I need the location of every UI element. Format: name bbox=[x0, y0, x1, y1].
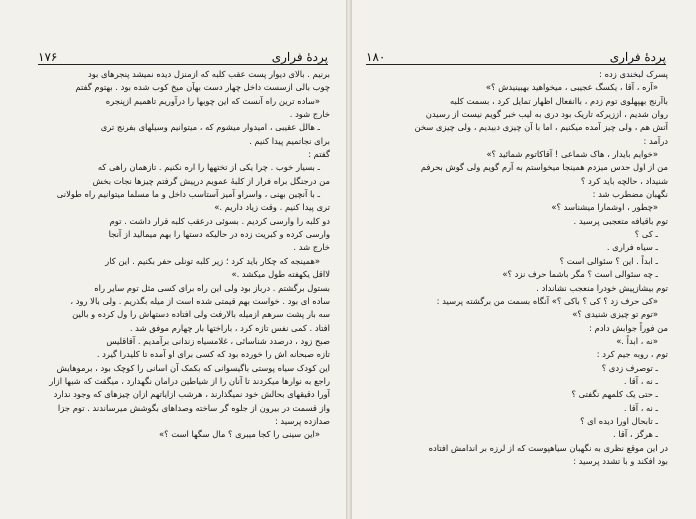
text-line: توم ، روبه جیم کرد : bbox=[596, 349, 668, 360]
text-line: تری پیدا کنیم . وقت زیاد داریم .» bbox=[214, 202, 330, 213]
left-page-body bbox=[36, 68, 330, 442]
text-line: صبح زود ، درصدد شناسائی ، غلامسیاه زندانی برآمدیم . آقاقلیس bbox=[106, 335, 330, 346]
left-page bbox=[0, 0, 346, 519]
text-line: «همینجه که چکار باید کرد ؛ زیر کلبه تونلی حفر بکنیم . این کار bbox=[105, 255, 320, 266]
right-page bbox=[352, 0, 696, 519]
text-line: ـ حتی یک کلمهم نگفتی ؟ bbox=[571, 389, 658, 400]
text-line: «این سینی را کجا میبری ؟ مال سگها است ؟» bbox=[159, 429, 320, 440]
text-line: باآرنج بهپهلوی توم زدم ، باانفعال اظهار تمایل کرد ، بسمت کلبه bbox=[450, 95, 668, 106]
text-line: من درجنگل براه فرار از کلبهٔ عمویم درپیش گرفتم چیزها نجات بخش bbox=[92, 175, 330, 186]
text-line: ـ نه ، آقا . bbox=[623, 402, 658, 413]
text-line: «کی حرف زد ؟ کی ؟ باکی ؟» آنگاه بسمت من برگشته پرسید : bbox=[436, 295, 658, 306]
text-line: واز قسمت در بیرون از جلوه گر ساخته وصداهای بگوشش میرساندند . توم جزا bbox=[57, 402, 330, 413]
text-line: سه بار پشت سرهم ازمیله بالارفت ولی افتاده دستهاش را ول کرده و بالین bbox=[72, 309, 330, 320]
text-line: درآمد : bbox=[643, 135, 668, 146]
text-line: بستول برگشتم . درباز بود ولی این راه برای کسی مثل توم سایر راه bbox=[94, 282, 330, 293]
text-line: ـ بسیار خوب . چرا یکی از تختهها را اره نکنیم . تازهمان راهی که bbox=[97, 162, 320, 173]
text-line: توم باقیافه متعجبی پرسید . bbox=[573, 215, 668, 226]
text-line: «چطور ، اوشمارا میشناسد ؟» bbox=[551, 202, 658, 213]
right-page-number: ۱۸۰ bbox=[366, 50, 386, 64]
left-page-number: ۱۷۶ bbox=[38, 50, 58, 64]
text-line: من فوراً جوابش دادم : bbox=[589, 322, 668, 333]
right-running-title: پردهٔ فراری bbox=[609, 50, 666, 64]
right-page-header bbox=[366, 46, 666, 65]
text-line: صدازده پرسید : bbox=[274, 415, 330, 426]
text-line: شنیداد ، حالچه باید کرد ؟ bbox=[580, 175, 668, 186]
text-line: ـ هرگز ، آقا . bbox=[613, 429, 658, 440]
text-line: ـ توصرف زدی ؟ bbox=[601, 362, 658, 373]
text-line: آورا دقیقهای بحالش خود نمیگذارند ، هرشب ازایاتهم ازان چیزهای که وجود ندارد bbox=[53, 389, 330, 400]
text-line: چوب بالی ازسست داخل چهار دست بهآن میخ کوب شده بود . بهتوم گفتم bbox=[75, 82, 330, 93]
text-line: «آره ، آقا ، یکسگ عجیبی ، میخواهید بهبینیدش ؟» bbox=[485, 82, 658, 93]
text-line: نگهبان مضطرب شد : bbox=[592, 189, 668, 200]
text-line: راجع به نوارها میکردند تا آنان را از شیاطین درامان نگهدارد ، میگفت که شبها ازار bbox=[49, 375, 330, 386]
text-line: ـ کی ؟ bbox=[634, 229, 658, 240]
text-line: در این موقع نظری به نگهبان سیاهپوست که از لرزه بر اندامش افتاده bbox=[428, 442, 668, 453]
text-line: ـ هالل عقیبی ، امیدوار میشوم که ، میتوانیم وسیلهای بفرنج تری bbox=[100, 122, 320, 133]
right-page-body bbox=[364, 68, 668, 468]
text-line: آتش هم ، ولی چیز آمده میکنیم ، اما با آن چیزی دبیدیم ، ولی چیزی سخن bbox=[414, 122, 668, 133]
left-page-header bbox=[38, 46, 328, 65]
text-line: ساده ای بود . خواست بهم قیمتی شده است از میله بگذریم . ولی بالا رود ، bbox=[70, 295, 330, 306]
text-line: گفتم : bbox=[308, 149, 330, 160]
text-line: ـ تابحال اورا دیده ای ؟ bbox=[580, 415, 658, 426]
text-line: روان شدیم ، اززیرکه تاریک بود دری به لیب خبر گویم نیست از رسیدن bbox=[425, 109, 668, 120]
text-line: ـ سیاه فراری . bbox=[606, 242, 658, 253]
text-line: من از اول حدس میزدم همینجا میخواستم به آرم گویم ولی گوش بحرفم bbox=[420, 162, 668, 173]
text-line: دو کلبه را وارسی کردیم . بسوئی درعقب کلبه قرار داشت . توم bbox=[109, 215, 330, 226]
text-line: بود افکند و با تشدد پرسید : bbox=[573, 455, 668, 466]
text-line: «نه ، ابداً .» bbox=[616, 335, 658, 346]
text-line: برنیم . بالای دیوار پست عقب کلبه که ازمنزل دیده نمیشد پنجرهای بود bbox=[88, 69, 330, 79]
text-line: ـ با آنچین بهنی ، واسراو آمیز آستاسب داخل و ما مسلما میتوانیم راه طولانی bbox=[56, 189, 320, 200]
text-line: لااقل یکهفته طول میکشد .» bbox=[231, 269, 330, 280]
left-running-title: پردهٔ فراری bbox=[271, 50, 328, 64]
text-line: توم بیشازپیش خودرا منعجب نشانداد . bbox=[536, 282, 668, 293]
text-line: ـ نه ، آقا . bbox=[623, 375, 658, 386]
text-line: برای نجاتمیم پیدا کنیم . bbox=[249, 135, 330, 146]
text-line: خارج شود . bbox=[289, 109, 330, 120]
text-line: این کودک سیاه پوستی باگیسوانی که بکمک آن اسانی را کوچک بود ، برموهایش bbox=[56, 362, 330, 373]
text-line: «ساده ترین راه آنست که این چوبها را درآوریم تاهمیم ازپنجره bbox=[105, 95, 320, 106]
text-line: ـ چه سئوالی است ؟ مگر باشما حرف نزد ؟» bbox=[502, 269, 658, 280]
text-line: پسرک لبخندی زده : bbox=[599, 69, 668, 79]
text-line: وارسی کرده و کبریت زده در حالیکه دستها را بهم میمالید از آنجا bbox=[108, 229, 330, 240]
text-line: «خوایم بایدار ، هاک شماعی ! آقاکاتوم شمائید ؟» bbox=[486, 149, 658, 160]
text-line: «توم تو چیزی شنیدی ؟» bbox=[572, 309, 658, 320]
text-line: خارج شد . bbox=[293, 242, 330, 253]
text-line: ـ ابداً . این ؟ سئوالی است ؟ bbox=[559, 255, 658, 266]
text-line: تازه صبحانه اش را خورده بود که کسی برای او آمده تا کلیدرا گیرد . bbox=[96, 349, 330, 360]
text-line: افتاد . کمی نفس تازه کرد ، باراختها بار چهارم موفق شد . bbox=[129, 322, 330, 333]
